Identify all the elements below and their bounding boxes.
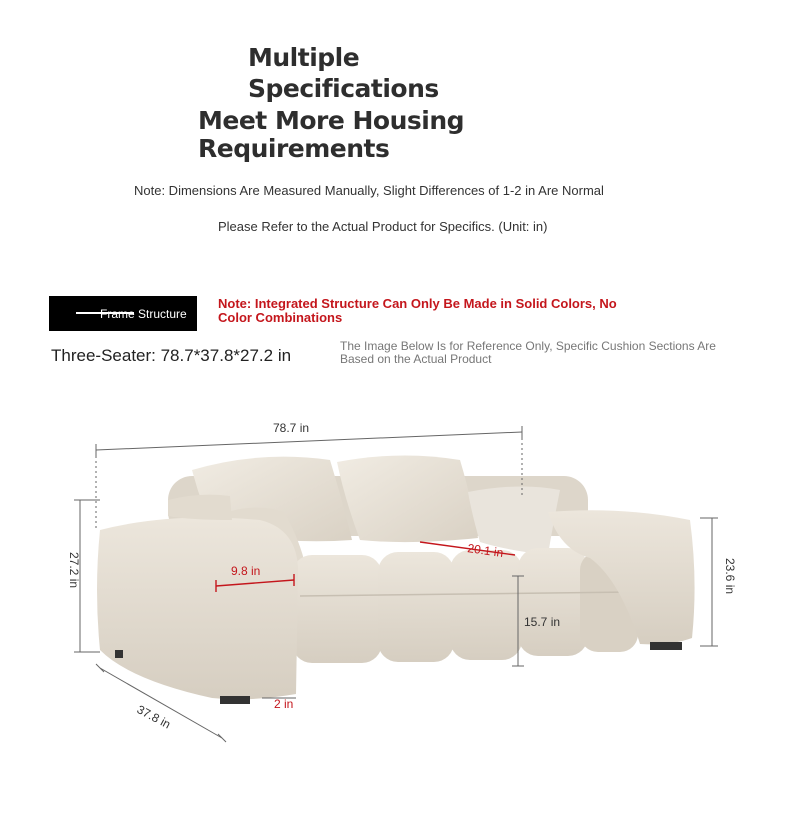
three-seater-spec: Three-Seater: 78.7*37.8*27.2 in xyxy=(51,346,292,365)
depth-label: 37.8 in xyxy=(134,702,173,732)
measurement-note: Note: Dimensions Are Measured Manually, Slight Differences of 1-2 in Are Normal xyxy=(134,183,604,198)
leg-height-label: 2 in xyxy=(274,697,294,711)
reference-note: The Image Below Is for Reference Only, Specific Cushion Sections Are Based on the Actual Product xyxy=(340,339,716,366)
total-height-label: 27.2 in xyxy=(67,552,81,589)
frame-structure-badge xyxy=(49,296,197,331)
sofa-seat-cushions xyxy=(292,548,638,663)
refer-note: Please Refer to the Actual Product for Specifics. (Unit: in) xyxy=(218,219,548,234)
arm-height-label: 23.6 in xyxy=(723,558,737,595)
seat-height-label: 15.7 in xyxy=(524,615,561,629)
heading-line-1: Multiple xyxy=(248,43,360,72)
sofa-diagram xyxy=(0,380,790,760)
heading-line-2: Specifications xyxy=(248,74,439,103)
width-label: 78.7 in xyxy=(273,421,310,435)
heading-line-3: Meet More Housing xyxy=(198,106,465,135)
heading-line-4: Requirements xyxy=(198,134,390,163)
integrated-structure-note: Note: Integrated Structure Can Only Be Made in Solid Colors, No Color Combinations xyxy=(218,296,617,325)
sofa-left-arm xyxy=(97,495,298,700)
seat-depth-label: 20.1 in xyxy=(466,541,505,560)
arm-width-label: 9.8 in xyxy=(231,564,261,578)
badge-label: Frame Structure xyxy=(100,307,187,321)
